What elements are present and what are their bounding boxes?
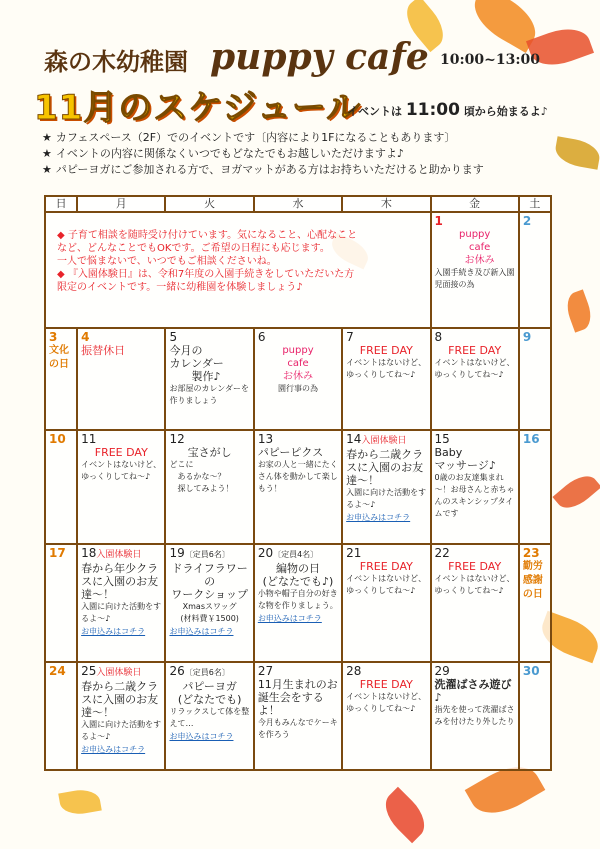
week-row <box>45 328 551 430</box>
day-cell-5: 5 今月の カレンダー 製作♪ お部屋のカレンダーを作りましょう <box>165 328 253 430</box>
weekday-header-row <box>45 196 551 212</box>
apply-link[interactable]: お申込みはコチラ <box>257 614 322 623</box>
week-row <box>45 430 551 544</box>
apply-link[interactable]: お申込みはコチラ <box>81 745 146 754</box>
star-icon: ★ <box>42 131 52 144</box>
week-row <box>45 662 551 770</box>
day-cell-23: 23 勤労感謝の日 <box>519 544 551 662</box>
apply-link[interactable]: お申込みはコチラ <box>169 732 234 741</box>
day-cell-14: 14入園体験日 春から二歳クラスに入園のお友達～！ 入園に向けた活動をするよ～♪ お申込みはコチラ <box>342 430 430 544</box>
weekday-wed: 水 <box>254 196 342 212</box>
day-cell-19: 19〔定員6名〕 ドライフラワー の ワークショップ Xmasスワッグ (材料費￥1500) お申込みはコチラ <box>165 544 253 662</box>
star-icon: ★ <box>42 163 52 176</box>
weekday-fri: 金 <box>431 196 519 212</box>
day-cell-27: 27 11月生まれのお誕生会をするよ！ 今月もみんなでケーキを作ろう <box>254 662 342 770</box>
day-cell-1: 1 puppy cafe お休み 入園手続き及び新入園児面接の為 <box>431 212 519 328</box>
day-cell-16: 16 <box>519 430 551 544</box>
day-cell-18: 18入園体験日 春から年少クラスに入園のお友達～！ 入園に向けた活動をするよ～♪ お申込みはコチラ <box>77 544 165 662</box>
day-cell-24: 24 <box>45 662 77 770</box>
weekday-thu: 木 <box>342 196 430 212</box>
day-cell-17: 17 <box>45 544 77 662</box>
trial-day-badge: 入園体験日 <box>96 550 142 560</box>
note-item: ★ イベントの内容に関係なくいつでもどなたでもお越しいただけますよ♪ <box>42 147 404 160</box>
weekday-sun: 日 <box>45 196 77 212</box>
day-cell-6: 6 puppy cafe お休み 園行事の為 <box>254 328 342 430</box>
apply-link[interactable]: お申込みはコチラ <box>169 627 234 636</box>
notes-list <box>42 130 484 178</box>
day-cell-28: 28 FREE DAY イベントはないけど、ゆっくりしてね～♪ <box>342 662 430 770</box>
day-cell-2: 2 <box>519 212 551 328</box>
day-cell-4: 4 振替休日 <box>77 328 165 430</box>
event-start-time: イベントは 11:00 頃から始まるよ♪ <box>347 100 548 120</box>
note-item: ★ パピーヨガにご参加される方で、ヨガマットがある方はお持ちいただけると助かります <box>42 163 484 176</box>
diamond-icon: ◆ <box>57 230 68 241</box>
star-icon: ★ <box>42 147 52 160</box>
week-row <box>45 212 551 328</box>
calendar-table <box>44 195 552 771</box>
day-cell-8: 8 FREE DAY イベントはないけど、ゆっくりしてね～♪ <box>431 328 519 430</box>
apply-link[interactable]: お申込みはコチラ <box>346 513 411 522</box>
week-row <box>45 544 551 662</box>
day-cell-9: 9 <box>519 328 551 430</box>
intro-message: ◆ 子育て相談を随時受け付けています。気になること、心配なこと など、どんなことでもOKです。ご希望の日程にも応じます。 一人で悩まないで、いつでもご相談くださいね。 ◆ 『入園体験日』は、令和7年度の入園手続きをしていただいた方 限定のイベントです。一緒に幼稚園を体験しましょう♪ <box>45 212 431 328</box>
day-cell-26: 26〔定員6名〕 パピーヨガ (どなたでも) リラックスして体を整えて… お申込みはコチラ <box>165 662 253 770</box>
diamond-icon: ◆ <box>57 269 68 280</box>
opening-hours: 10:00~13:00 <box>440 52 540 68</box>
day-cell-3: 3 文化の日 <box>45 328 77 430</box>
day-cell-11: 11 FREE DAY イベントはないけど、ゆっくりしてね～♪ <box>77 430 165 544</box>
trial-day-badge: 入園体験日 <box>361 436 407 446</box>
school-name: 森の木幼稚園 <box>44 47 188 76</box>
trial-day-badge: 入園体験日 <box>96 668 142 678</box>
day-cell-25: 25入園体験日 春から二歳クラスに入園のお友達～！ 入園に向けた活動をするよ～♪ お申込みはコチラ <box>77 662 165 770</box>
weekday-tue: 火 <box>165 196 253 212</box>
day-cell-7: 7 FREE DAY イベントはないけど、ゆっくりしてね～♪ <box>342 328 430 430</box>
day-cell-30: 30 <box>519 662 551 770</box>
apply-link[interactable]: お申込みはコチラ <box>81 627 146 636</box>
weekday-mon: 月 <box>77 196 165 212</box>
day-cell-22: 22 FREE DAY イベントはないけど、ゆっくりしてね～♪ <box>431 544 519 662</box>
day-cell-15: 15 Baby マッサージ♪ 0歳のお友達集まれ～！お母さんと赤ちゃんのスキンシップタイムです <box>431 430 519 544</box>
day-cell-29: 29 洗濯ばさみ遊び♪ 指先を使って洗濯ばさみを付けたり外したり <box>431 662 519 770</box>
cafe-name: puppy cafe <box>210 36 429 78</box>
day-cell-20: 20〔定員4名〕 編物の日 (どなたでも♪) 小物や帽子自分の好きな物を作りましょう。 お申込みはコチラ <box>254 544 342 662</box>
day-cell-13: 13 パピーピクス お家の人と一緒にたくさん体を動かして楽しもう！ <box>254 430 342 544</box>
page-title: 11月のスケジュール <box>34 88 362 128</box>
weekday-sat: 土 <box>519 196 551 212</box>
day-cell-10: 10 <box>45 430 77 544</box>
day-cell-12: 12 宝さがし どこに あるかな～？ 探してみよう！ <box>165 430 253 544</box>
note-item: ★ カフェスペース（2F）でのイベントです〔内容により1Fになることもあります〕 <box>42 131 456 144</box>
day-cell-21: 21 FREE DAY イベントはないけど、ゆっくりしてね～♪ <box>342 544 430 662</box>
